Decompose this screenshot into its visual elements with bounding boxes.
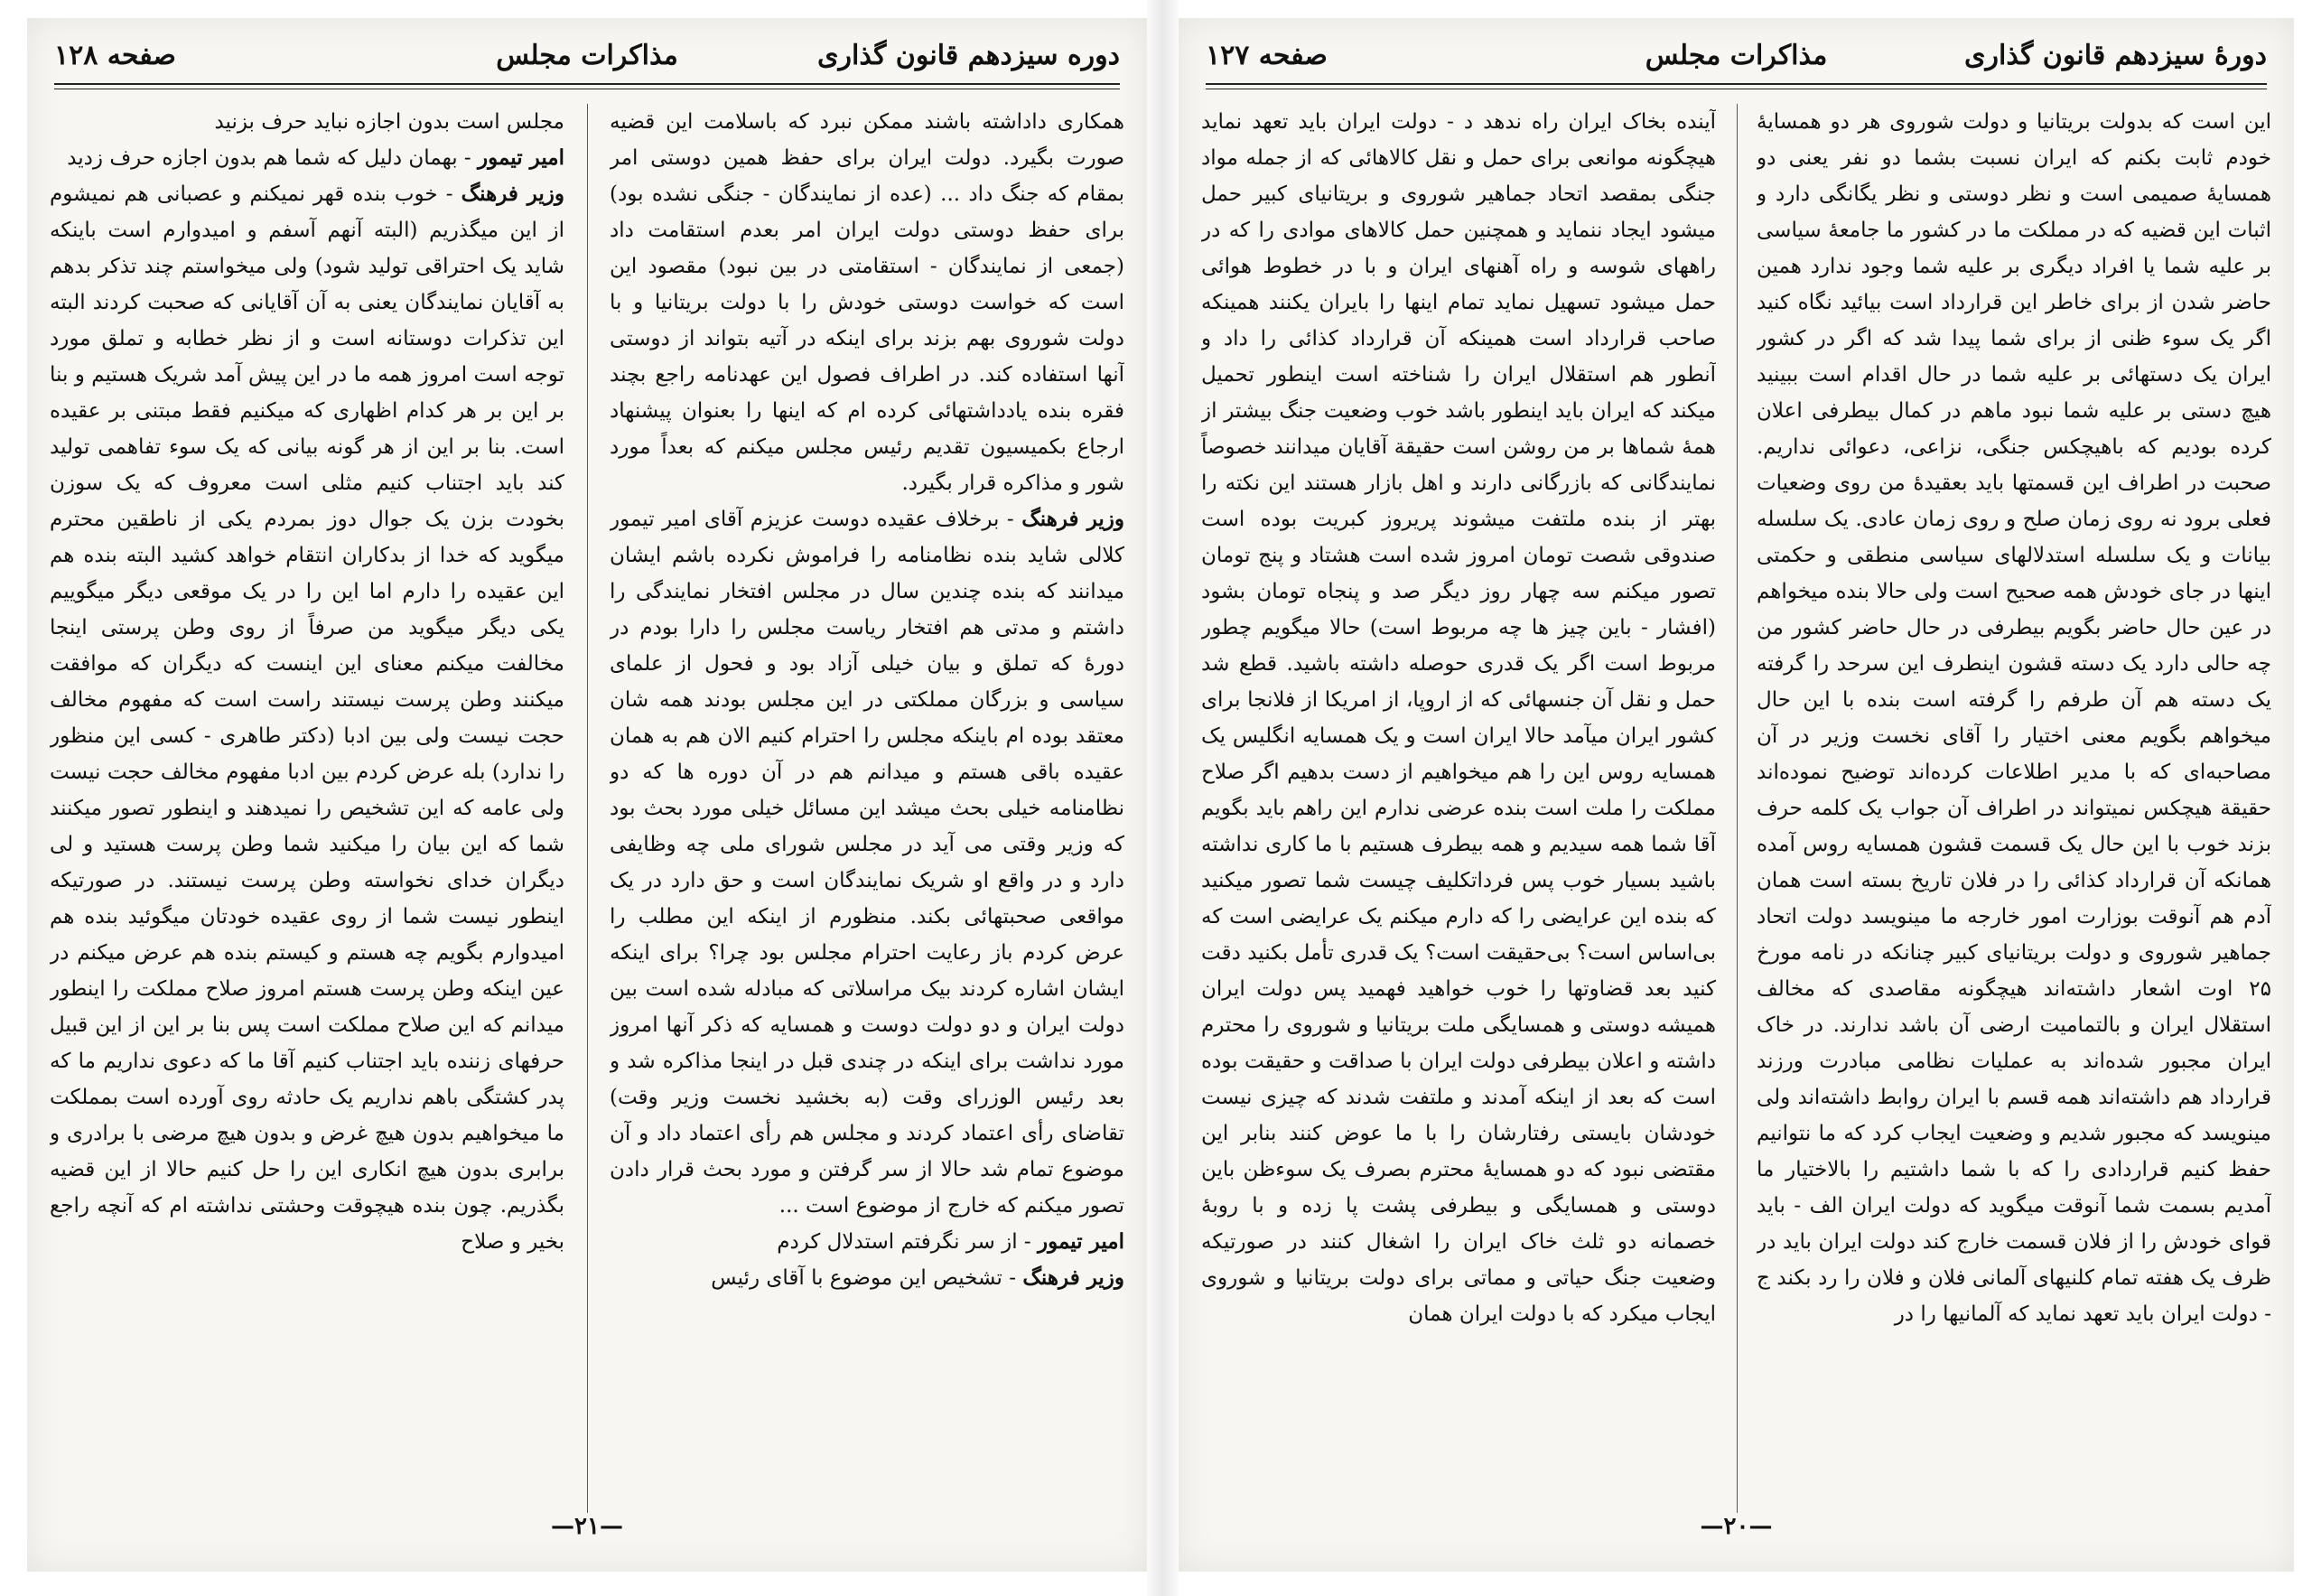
speaker-name: وزیر فرهنگ [461,182,564,206]
book-gutter [1147,0,1179,1596]
running-title: مذاکرات مجلس [1645,40,1828,71]
text-column-left [50,104,564,1495]
speaker-name: امیر تیمور [478,145,564,170]
running-title: مذاکرات مجلس [496,40,678,71]
paragraph: این است که بدولت بریتانیا و دولت شوروی هر دو همسایهٔ خودم ثابت بکنم که ایران نسبت بشما دو نفر یعنی دو همسایهٔ صمیمی است و نظر دوستی و نظر یگانگی دارد و اثبات این قضیه که در مملکت ما در کشور ما جامعهٔ سیاسی بر علیه شما یا افراد دیگری بر علیه شما وجود ندارد همین حاضر شدن از برای خاطر این قرارداد است بیائید نگاه کنید اگر یک سوء ظنی از برای شما پیدا شد که اگر در کشور ایران یک دستهائی بر علیه شما در حال اقدام است ببینید هیچ دستی بر علیه شما نبود ماهم در کمال بیطرفی اعلان کرده بودیم که باهیچکس جنگی، نزاعی، دعوائی نداریم. صحبت در اطراف این قسمتها باید بعقیدهٔ من روی وضعیات فعلی برود نه روی زمان صلح و روی زمان عادی. یک سلسله بیانات و یک سلسله استدلالهای سیاسی منطقی و حکمتی اینها در جای خودش همه صحیح است ولی حالا بنده میخواهم در عین حال حاضر بگویم بیطرفی در حال حاضر کشور من چه حالی دارد یک دسته قشون اینطرف این سرحد را گرفته یک دسته هم آن طرفم را گرفته است بنده با این حال میخواهم بگویم معنی اختیار را آقای نخست وزیر در آن مصاحبه‌ای که با مدیر اطلاعات کرده‌اند توضیح نموده‌اند حقیقة هیچکس نمیتواند در اطراف آن جواب یک کلمه حرف بزند خوب با این حال یک قسمت قشون همسایه روس آمده همانکه آن قرارداد کذائی را در فلان تاریخ بسته است همان آدم هم آنوقت بوزارت امور خارجه ما مینویسد دولت اتحاد جماهیر شوروی و دولت بریتانیای کبیر چنانکه در نامه مورخ ۲۵ اوت اشعار داشته‌اند هیچگونه مقاصدی که مخالف استقلال ایران و بالتمامیت ارضی آن باشد ندارند. در خاک ایران مجبور شده‌اند به عملیات نظامی مبادرت ورزند قرارداد هم داشته‌اند همه قسم با ایران روابط داشته‌اند ولی مینویسد که مجبور شدیم و وضعیت ایجاب کرد که ما نتوانیم حفظ کنیم قراردادی را که با شما داشتیم را بالاختیار ما آمدیم بسمت شما آنوقت میگوید که دولت ایران الف - باید قوای خودش را از فلان قسمت خارج کند دولت ایران باید در ظرف یک هفته تمام کلنیهای آلمانی فلان و فلان را رد بکند ج - دولت ایران باید تعهد نماید که آلمانیها را در [1757,110,2271,1326]
speaker-name: وزیر فرهنگ [1021,507,1124,531]
paragraph: - از سر نگرفتم استدلال کردم [777,1230,1031,1254]
column-divider [587,104,588,1513]
text-column-right [610,104,1124,1495]
paragraph: - تشخیص این موضوع با آقای رئیس [711,1266,1017,1290]
speaker-name: امیر تیمور [1038,1229,1124,1254]
text-column-left [1201,104,1716,1495]
paragraph: آینده بخاک ایران راه ندهد د - دولت ایران باید تعهد نماید هیچگونه موانعی برای حمل و نقل کالاهائی که از جمله مواد جنگی بمقصد اتحاد جماهیر شوروی و بریتانیای کبیر حمل میشود ایجاد ننماید و همچنین حمل کالاهای موادی را که در راههای شوسه و راه آهنهای ایران و با در خطوط هوائی حمل میشود تسهیل نماید تمام اینها را بایران یکنند همینکه صاحب قرارداد است همینکه آن قرارداد کذائی را داد و آنطور هم استقلال ایران را شناخته است اینطور تحمیل میکند که ایران باید اینطور باشد خوب وضعیت جنگ بیشتر از همهٔ شماها بر من روشن است حقیقة آقایان میدانند خصوصاً نمایندگانی که بازرگانی دارند و اهل بازار هستند این نکته را بهتر از بنده ملتفت میشوند پریروز کبریت بوده است صندوقی شصت تومان امروز شده است هشتاد و پنج تومان تصور میکنم سه چهار روز دیگر صد و پنجاه تومان بشود (افشار - باین چیز ها چه مربوط است) حالا میگویم چطور مربوط است اگر یک قدری حوصله داشته باشید. قطع شد حمل و نقل آن جنسهائی که از اروپا، از امریکا از فلانجا برای کشور ایران میآمد حالا ایران است و یک همسایه انگلیس یک همسایه روس این را هم میخواهیم از دست بدهیم اگر صلاح مملکت را ملت است بنده عرضی ندارم این راهم باید بگویم آقا شما همه سیدیم و همه بیطرف هستیم با ما کاری نداشته باشید بسیار خوب پس فرداتکلیف چیست شما تصور میکنید که بنده این عرایضی را که دارم میکنم یک عرایضی است که بی‌اساس است؟ بی‌حقیقت است؟ یک قدری تأمل بکنید دقت کنید بعد قضاوتها را خوب خواهید فهمید پس دولت ایران همیشه دوستی و همسایگی ملت بریتانیا و شوروی را محترم داشته و اعلان بیطرفی دولت ایران با صداقت و حقیقت بوده است که بعد از اینکه آمدند و ملتفت شدند که چیزی نیست خودشان بایستی رفتارشان را با ما عوض کنند بنابر این مقتضی نبود که دو همسایهٔ محترم بصرف یک سوءظن باین دوستی و همسایگی و بیطرفی پشت پا زده و با روبهٔ خصمانه دو ثلث خاک ایران را اشغال کنند در صورتیکه وضعیت جنگ حیاتی و مماتی برای دولت بریتانیا و شوروی ایجاب میکرد که با دولت ایران همان [1201,110,1716,1326]
left-page [27,18,1147,1572]
speaker-name: وزیر فرهنگ [1022,1265,1124,1290]
page-number-label: صفحه ۱۲۸ [54,40,176,71]
session-title: دورهٔ سیزدهم قانون گذاری [1964,40,2267,71]
page-header [54,34,1120,79]
paragraph: همکاری داداشته باشند ممکن نبرد که باسلامت این قضیه صورت بگیرد. دولت ایران برای حفظ همین دوستی امر بمقام که جنگ داد ... (عده از نمایندگان - جنگی نشده بود) برای حفظ دوستی دولت ایران امر بعدم استقامت داد (جمعی از نمایندگان - استقامتی در بین نبود) مقصود این است که خواست دوستی خودش را با دولت بریتانیا و با دولت شوروی بهم بزند برای اینکه در آتیه بتواند از دوستی آنها استفاده کند. در اطراف فصول این عهدنامه راجع بچند فقره بنده یادداشتهائی کرده ام که اینها را بعنوان پیشنهاد ارجاع بکمیسیون تقدیم رئیس مجلس میکنم که بعداً مورد شور و مذاکره قرار بگیرد. [610,110,1124,495]
session-title: دوره سیزدهم قانون گذاری [817,40,1120,71]
paragraph: - بهمان دلیل که شما هم بدون اجازه حرف زدید [67,146,471,170]
page-number-label: صفحه ۱۲۷ [1206,40,1328,71]
column-divider [1737,104,1738,1513]
paragraph: مجلس است بدون اجازه نباید حرف بزنید [214,110,564,134]
header-rule [1206,83,2267,85]
paragraph: - خوب بنده قهر نمیکنم و عصبانی هم نمیشوم از این میگذریم (البته آنهم آسفم و امیدوارم است باینکه شاید یک احتراقی تولید شود) ولی میخواستم چند تذکر بدهم به آقایان نمایندگان یعنی به آن آقایانی که صحبت کردند البته این تذکرات دوستانه است و از نظر خطابه و تملق مورد توجه است امروز همه ما در این پیش آمد شریک هستیم و بنا بر این بر هر کدام اظهاری که میکنیم فقط مبتنی بر عقیده است. بنا بر این از هر گونه بیانی که یک سوء تفاهمی تولید کند باید اجتناب کنیم مثلی است معروف که یک سوزن بخودت بزن یک جوال دوز بمردم یکی از ناطقین محترم میگوید که خدا از بدکاران انتقام خواهد کشید البته بنده هم این عقیده را دارم اما این را در یک موقعی دیگر میگوییم یکی دیگر میگوید من صرفاً از روی وطن پرستی اینجا مخالفت میکنم معنای این اینست که دیگران که موافقت میکنند وطن پرست نیستند راست است که مفهوم مخالف حجت نیست ولی بین ادبا (دکتر طاهری - کسی این منظور را ندارد) بله عرض کردم بین ادبا مفهوم مخالف حجت نیست ولی عامه که این تشخیص را نمیدهند و اینطور تصور میکنند شما که این بیان را میکنید شما وطن پرست هستید و لی دیگران خدای نخواسته وطن پرست نیستند. در صورتیکه اینطور نیست شما از روی عقیده خودتان میگوئید بنده هم امیدوارم بگویم چه هستم و کیستم بنده هم عرض میکنم در عین اینکه وطن پرست هستم امروز صلاح مملکت را اینطور میدانم که این صلاح مملکت است پس بنا بر این از این قبیل حرفهای زننده باید اجتناب کنیم آقا ما که دعوی نداریم ما که پدر کشتگی باهم نداریم یک حادثه روی آورده است بمملکت ما میخواهیم بدون هیچ غرض و بدون هیچ مرضی با برادری و برابری بدون هیچ انکاری این را حل کنیم حالا از این قضیه بگذریم. چون بنده هیچوقت وحشتی نداشته ام که آنچه راجع بخیر و صلاح [50,182,564,1254]
folio-number: —۲۱— [551,1513,623,1540]
header-rule [54,83,1120,85]
page-header [1206,34,2267,79]
right-page [1179,18,2294,1572]
paragraph: - برخلاف عقیده دوست عزیزم آقای امیر تیمور کلالی شاید بنده نظامنامه را فراموش نکرده باشم ایشان میدانند که بنده چندین سال در مجلس افتخار نمایندگی را داشتم و مدتی هم افتخار ریاست مجلس را دارا بودم در دورهٔ که تملق و بیان خیلی آزاد بود و فحول از علمای سیاسی و بزرگان مملکتی در این مجلس بودند همه شان معتقد بوده ام باینکه مجلس را احترام کنیم الان هم به همان عقیده باقی هستم و میدانم هم در آن دوره ها که دو نظامنامه خیلی بحث میشد این مسائل خیلی مورد بحث بود که وزیر وقتی می آید در مجلس شورای ملی چه وظایفی دارد و در واقع او شریک نمایندگان است و حق دارد در یک مواقعی صحبتهائی بکند. منظورم از اینکه این مطلب را عرض کردم باز رعایت احترام مجلس بود چرا؟ برای اینکه ایشان اشاره کردند بیک مراسلاتی که مبادله شده است بین دولت ایران و دو دولت دوست و همسایه که ذکر آنها امروز مورد نداشت برای اینکه در چندی قبل در اینجا مذاکره شد و بعد رئیس الوزرای وقت (به بخشید نخست وزیر وقت) تقاضای رأی اعتماد کردند و مجلس هم رأی اعتماد داد و آن موضوع تمام شد حالا از سر گرفتن و مورد بحث قرار دادن تصور میکنم که خارج از موضوع است ... [610,508,1124,1218]
text-column-right [1757,104,2271,1495]
folio-number: —۲۰— [1700,1513,1773,1540]
